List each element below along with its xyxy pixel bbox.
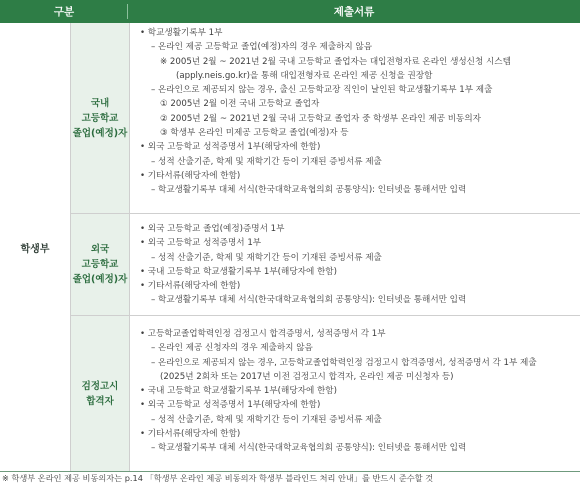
student-record-label: 학생부: [20, 243, 50, 255]
category-ged: [71, 316, 130, 471]
footnote: ※ 학생부 온라인 제공 비동의자는 p.14 「학생부 온라인 제공 비동의자 학생부 블라인드 처리 안내」를 반드시 준수할 것: [2, 473, 434, 483]
document-line: – 온라인으로 제공되지 않는 경우, 고등학교졸업학력인정 검정고시 합격증명서, 성적증명서 각 1부 제출: [151, 357, 537, 368]
document-line: – 학교생활기록부 대체 서식(한국대학교육협의회 공통양식): 인터넷을 통해서만 입력: [151, 295, 467, 306]
row-divider: [71, 213, 580, 214]
document-line: – 성적 산출기준, 학제 및 재학기간 등이 기재된 증빙서류 제출: [151, 414, 382, 425]
document-line: – 성적 산출기준, 학제 및 재학기간 등이 기재된 증빙서류 제출: [151, 252, 382, 263]
document-line: ③ 학생부 온라인 미제공 고등학교 졸업(예정)자 등: [160, 128, 349, 139]
document-line: – 학교생활기록부 대체 서식(한국대학교육협의회 공통양식): 인터넷을 통해서만 입력: [151, 443, 467, 454]
document-line: (apply.neis.go.kr)을 통해 대입전형자료 온라인 제공 신청을 권장함: [176, 70, 433, 81]
document-line: • 국내 고등학교 학교생활기록부 1부(해당자에 한함): [140, 386, 337, 397]
document-line: ② 2005년 2월 ~ 2021년 2월 국내 고등학교 졸업자 중 학생부 온라인 제공 비동의자: [160, 113, 481, 124]
document-line: • 외국 고등학교 성적증명서 1부(해당자에 한함): [140, 400, 321, 411]
category-label: 검정고시 합격자: [81, 380, 119, 407]
category-label: 국내 고등학교 졸업(예정)자: [72, 97, 128, 139]
document-line: • 외국 고등학교 졸업(예정)증명서 1부: [140, 224, 285, 234]
documents-ged: [130, 327, 580, 456]
student-record-cell: [0, 23, 71, 471]
document-line: • 기타서류(해당자에 한함): [140, 170, 241, 181]
document-line: • 국내 고등학교 학교생활기록부 1부(해당자에 한함): [140, 266, 337, 277]
document-line: ① 2005년 2월 이전 국내 고등학교 졸업자: [160, 99, 320, 110]
table-header: [0, 0, 580, 23]
document-line: • 학교생활기록부 1부: [140, 28, 223, 38]
document-line: ※ 2005년 2월 ~ 2021년 2월 국내 고등학교 졸업자는 대입전형자료 온라인 생성신청 시스템: [160, 56, 511, 67]
document-line: (2025년 2회차 또는 2017년 이전 검정고시 합격자, 온라인 제공 미신청자 등): [160, 371, 454, 382]
row-divider: [71, 315, 580, 316]
document-line: • 기타서류(해당자에 한함): [140, 281, 241, 292]
document-line: • 고등학교졸업학력인정 검정고시 합격증명서, 성적증명서 각 1부: [140, 329, 386, 339]
document-line: • 외국 고등학교 성적증명서 1부(해당자에 한함): [140, 142, 321, 153]
document-line: • 기타서류(해당자에 한함): [140, 429, 241, 440]
document-line: – 온라인 제공 신청자의 경우 제출하지 않음: [151, 343, 313, 354]
header-category: 구분: [53, 6, 75, 18]
category-label: 외국 고등학교 졸업(예정)자: [72, 244, 128, 285]
documents-domestic: [130, 26, 580, 198]
category-domestic: [71, 23, 130, 213]
document-line: – 성적 산출기준, 학제 및 재학기간 등이 기재된 증빙서류 제출: [151, 156, 382, 167]
document-line: – 온라인으로 제공되지 않는 경우, 출신 고등학교장 직인이 날인된 학교생활기록부 1부 제출: [151, 85, 493, 96]
documents-foreign: [130, 222, 580, 308]
document-line: – 온라인 제공 고등학교 졸업(예정)자의 경우 제출하지 않음: [151, 42, 373, 53]
document-line: – 학교생활기록부 대체 서식(한국대학교육협의회 공통양식): 인터넷을 통해서만 입력: [151, 185, 467, 196]
category-foreign: [71, 214, 130, 315]
document-line: • 외국 고등학교 성적증명서 1부: [140, 238, 262, 249]
header-documents: 제출서류: [333, 6, 375, 18]
